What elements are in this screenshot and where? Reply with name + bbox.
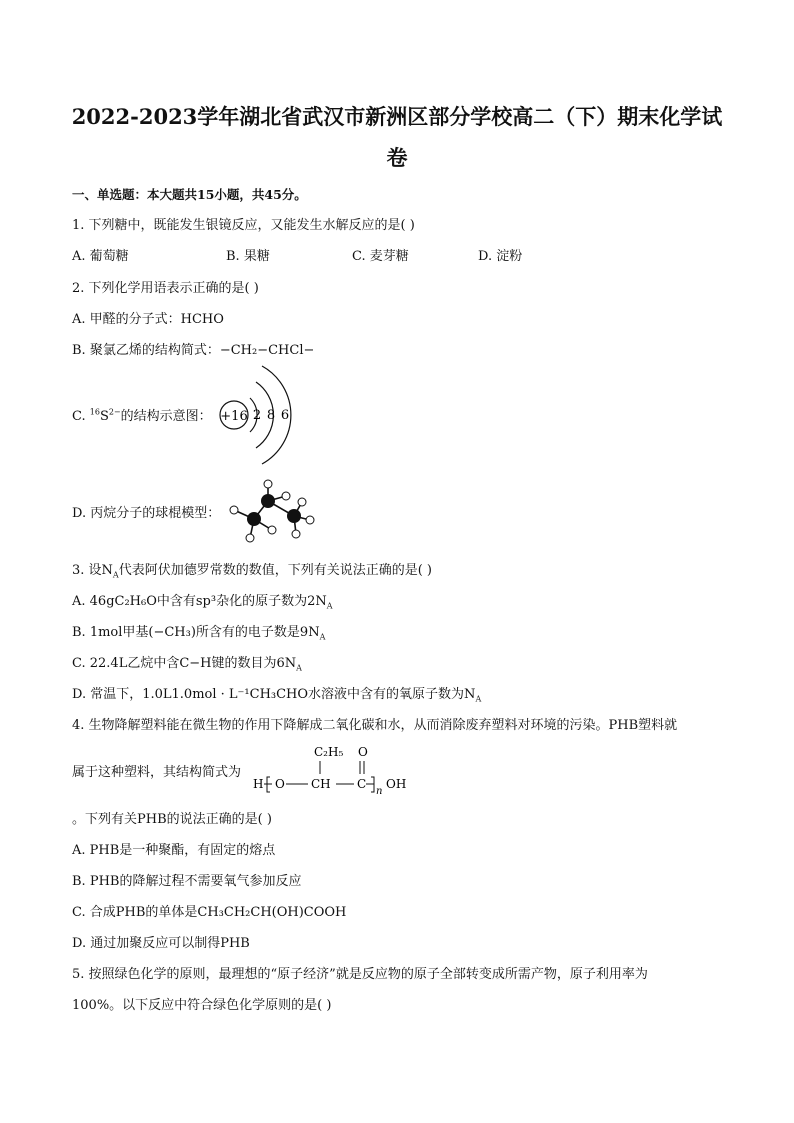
sulfur-charge: 2− xyxy=(108,407,121,417)
question-2-stem: 2. 下列化学用语表示正确的是( ) xyxy=(72,281,259,296)
question-4-stem-line1: 4. 生物降解塑料能在微生物的作用下降解成二氧化碳和水，从而消除废弃塑料对环境的污染。PHB塑料就 xyxy=(72,718,678,733)
question-4-stem-line3: 。下列有关PHB的说法正确的是( ) xyxy=(72,812,272,827)
question-1-stem: 1. 下列糖中，既能发生银镜反应，又能发生水解反应的是( ) xyxy=(72,218,415,233)
q3-b-sub: A xyxy=(319,632,326,642)
q3-c-text: C. 22.4L乙烷中含C−H键的数目为6N xyxy=(72,656,297,671)
sulfur-mass-number: 16 xyxy=(89,407,100,417)
hydrogen-atom xyxy=(246,534,254,542)
exam-title-line2: 卷 xyxy=(386,145,408,170)
question-3-option-a xyxy=(72,593,333,611)
question-3-option-d xyxy=(72,686,481,704)
question-2-option-c xyxy=(72,408,212,426)
option-c-prefix: C. xyxy=(72,409,90,424)
question-5-stem-line2: 100%。以下反应中符合绿色化学原则的是( ) xyxy=(72,998,332,1013)
carbon-atom xyxy=(247,512,261,526)
section-heading: 一、单选题：本大题共15小题，共45分。 xyxy=(72,187,307,202)
methine-carbon: CH xyxy=(311,777,331,791)
q3-a-sub: A xyxy=(326,601,333,611)
repeat-count: n xyxy=(376,786,383,797)
terminal-hydroxyl: OH xyxy=(386,777,407,791)
terminal-hydrogen: H xyxy=(253,777,264,791)
carbon-atom xyxy=(261,494,275,508)
question-4-option-b: B. PHB的降解过程不需要氧气参加反应 xyxy=(72,874,302,889)
phb-structural-formula xyxy=(250,740,412,798)
hydrogen-atom xyxy=(292,530,300,538)
question-1-option-c: C. 麦芽糖 xyxy=(352,249,409,264)
carbon-atom xyxy=(287,509,301,523)
question-4-stem-line2: 属于这种塑料，其结构简式为 xyxy=(72,765,242,780)
option-c-suffix: 的结构示意图： xyxy=(120,409,212,424)
q3-c-sub: A xyxy=(296,663,302,673)
question-1-option-d: D. 淀粉 xyxy=(478,249,523,264)
question-3-option-b xyxy=(72,624,325,642)
hydrogen-atom xyxy=(268,526,276,534)
question-3-option-c xyxy=(72,655,302,673)
shell-2-count: 8 xyxy=(266,408,276,423)
hydrogen-atom xyxy=(230,506,238,514)
q3-d-text: D. 常温下，1.0L1.0mol · L⁻¹CH₃CHO水溶液中含有的氧原子数为N xyxy=(72,687,476,702)
q3-stem-sub: A xyxy=(112,570,119,580)
question-2-option-d: D. 丙烷分子的球棍模型： xyxy=(72,506,221,521)
question-2-option-b: B. 聚氯乙烯的结构简式：−CH₂−CHCl− xyxy=(72,343,315,358)
nucleus-label: +16 xyxy=(220,409,248,424)
ethyl-substituent: C₂H₅ xyxy=(314,745,344,759)
sulfur-ion-diagram xyxy=(212,362,302,474)
q3-stem-pre: 3. 设N xyxy=(72,563,113,578)
question-4-option-a: A. PHB是一种聚酯，有固定的熔点 xyxy=(72,843,276,858)
question-3-stem xyxy=(72,562,432,580)
question-1-option-a: A. 葡萄糖 xyxy=(72,249,129,264)
question-2-option-a: A. 甲醛的分子式：HCHO xyxy=(72,312,224,327)
q3-stem-post: 代表阿伏加德罗常数的数值，下列有关说法正确的是( ) xyxy=(118,563,432,578)
q3-a-text: A. 46gC₂H₆O中含有sp³杂化的原子数为2N xyxy=(72,594,327,609)
hydrogen-atom xyxy=(306,516,314,524)
shell-3-count: 6 xyxy=(280,408,290,423)
shell-1-count: 2 xyxy=(252,408,262,423)
q3-b-text: B. 1mol甲基(−CH₃)所含有的电子数是9N xyxy=(72,625,320,640)
hydrogen-atom xyxy=(298,498,306,506)
propane-ball-stick-model xyxy=(222,474,322,548)
sulfur-symbol: S xyxy=(99,409,109,424)
question-4-option-d: D. 通过加聚反应可以制得PHB xyxy=(72,936,250,951)
carbonyl-oxygen: O xyxy=(358,745,368,759)
exam-title-line1: 2022-2023学年湖北省武汉市新洲区部分学校高二（下）期末化学试 xyxy=(71,104,723,129)
question-5-stem-line1: 5. 按照绿色化学的原则，最理想的“原子经济”就是反应物的原子全部转变成所需产物，原子利用率为 xyxy=(72,967,648,982)
q3-d-sub: A xyxy=(475,694,482,704)
question-4-option-c: C. 合成PHB的单体是CH₃CH₂CH(OH)COOH xyxy=(72,905,347,920)
ether-oxygen: O xyxy=(275,777,285,791)
hydrogen-atom xyxy=(282,492,290,500)
question-1-option-b: B. 果糖 xyxy=(226,249,270,264)
hydrogen-atom xyxy=(264,480,272,488)
carbonyl-carbon: C xyxy=(357,777,367,791)
